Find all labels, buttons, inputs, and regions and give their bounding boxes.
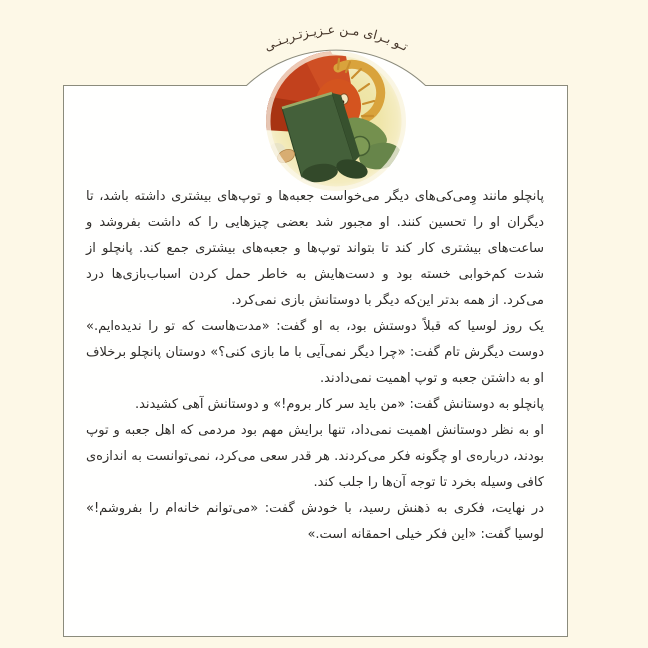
dedication-arc-text: تـو بـرای مـن عـزیـزتـریـنـی [261, 21, 411, 54]
story-paragraph: در نهایت، فکری به ذهنش رسید، با خودش گفت: «می‌توانم خانه‌ام را بفروشم!» لوسیا گفت: «این فکر خیلی احمقانه است.» [86, 501, 544, 542]
story-paragraph: او به نظر دوستانش اهمیت نمی‌داد، تنها برایش مهم بود مردمی که اهل جعبه و توپ بودند، درباره‌ی او چگونه فکر می‌کردند. هر قدر سعی می‌کرد، نمی‌توانست به اندازه‌ی کافی وسیله بخرد تا توجه آن‌ها را جلب کند. [86, 423, 544, 490]
story-text [86, 184, 544, 548]
story-paragraph: پانچلو مانند وِمی‌کی‌های دیگر می‌خواست جعبه‌ها و توپ‌های بیشتری داشته باشد، تا دیگران او را تحسین کنند. او مجبور شد بعضی چیزهایی را که داشت بفروشد و ساعت‌های بیشتری کار کند تا بتواند توپ‌ها و جعبه‌های بیشتری جمع کند. پانچلو از شدت کم‌خوابی خسته بود و دست‌هایش به خاطر حمل کردن اسباب‌بازی‌ها درد می‌کرد. از همه بدتر این‌که دیگر با دوستانش بازی نمی‌کرد. [86, 189, 544, 308]
story-paragraph: پانچلو به دوستانش گفت: «من باید سر کار بروم!» و دوستانش آهی کشیدند. [134, 397, 544, 412]
story-paragraph: یک روز لوسیا که قبلاً دوستش بود، به او گفت: «مدت‌هاست که تو را ندیده‌ایم.» دوست دیگرش تام گفت: «چرا دیگر نمی‌آیی با ما بازی کنی؟» دوستان پانچلو برخلاف او به داشتن جعبه و توپ اهمیت نمی‌دادند. [86, 319, 544, 386]
